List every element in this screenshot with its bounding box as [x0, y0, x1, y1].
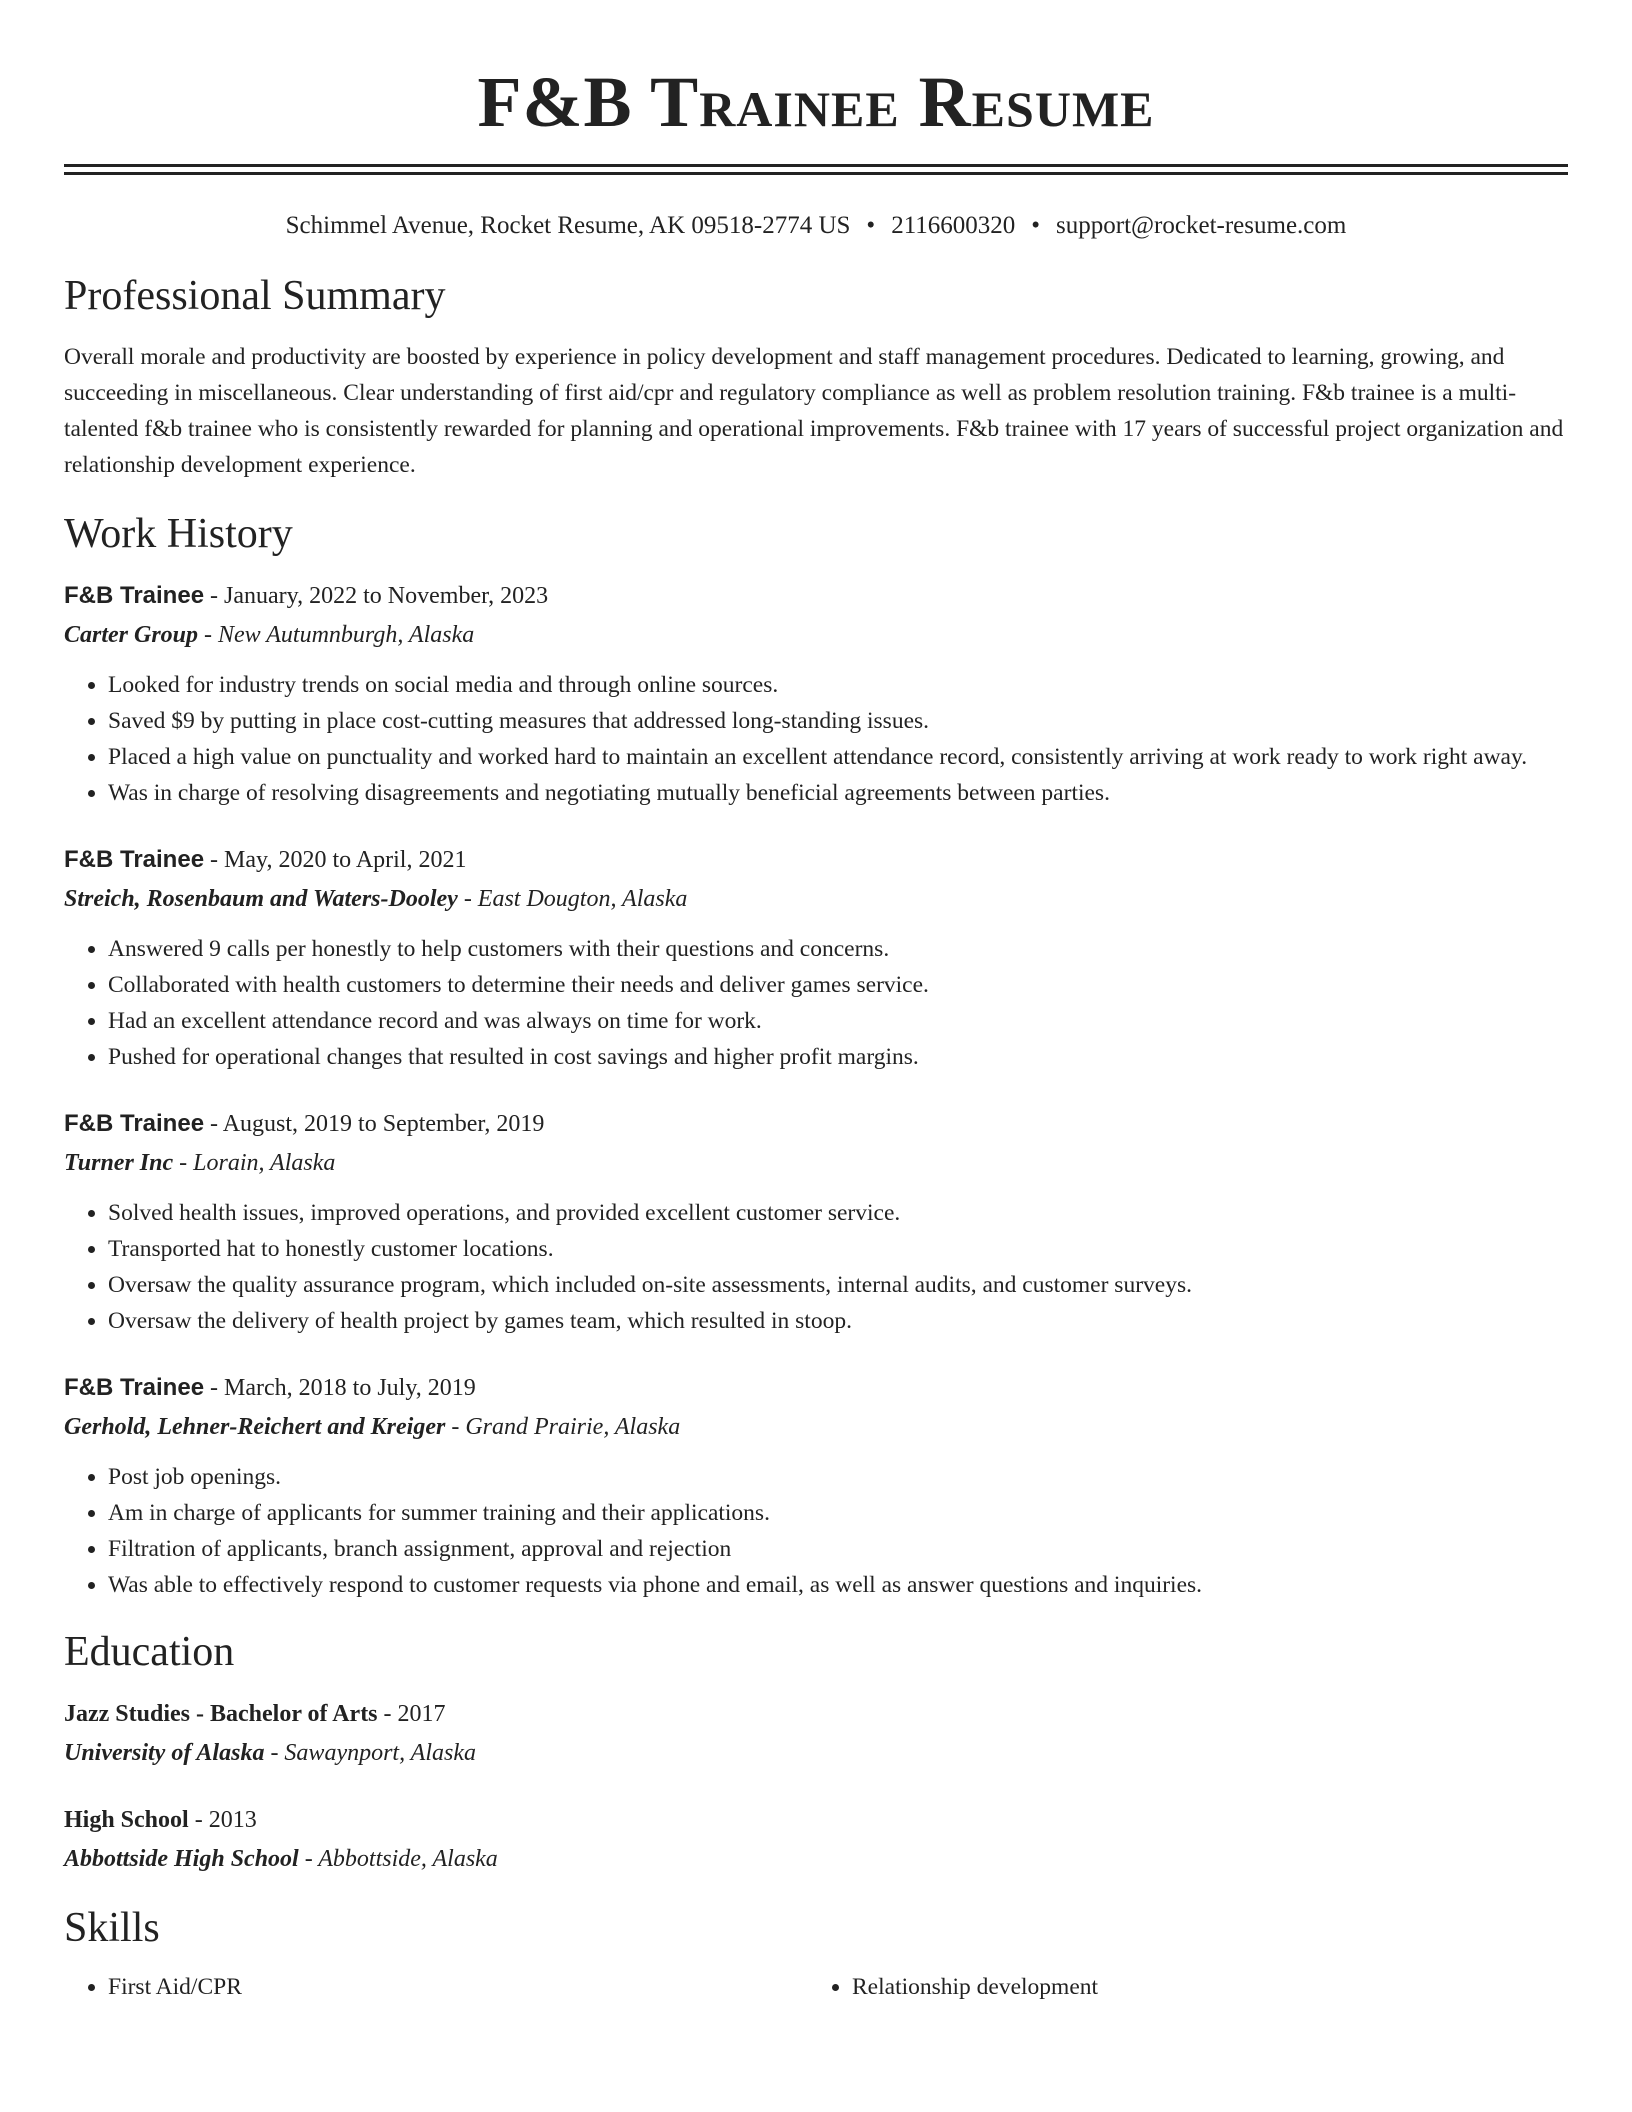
education-degree: High School	[64, 1807, 189, 1833]
job-duty: • Placed a high value on punctuality and worked hard to maintain an excellent attendance record, consistently arriving at work ready to work right away.	[108, 739, 1568, 775]
job-duty: • Saved $9 by putting in place cost-cutting measures that addressed long-standing issues.	[108, 703, 1568, 739]
education-school-line	[64, 1839, 1568, 1879]
job-duty: • Filtration of applicants, branch assignment, approval and rejection	[108, 1531, 1568, 1567]
job-entry	[64, 1369, 1568, 1603]
job-duty: • Answered 9 calls per honestly to help customers with their questions and concerns.	[108, 931, 1568, 967]
contact-address: Schimmel Avenue, Rocket Resume, AK 09518-2774 US	[285, 212, 851, 239]
education-year: - 2017	[377, 1701, 446, 1727]
contact-email: support@rocket-resume.com	[1056, 212, 1347, 239]
skill-item: • Relationship development	[852, 1969, 1552, 2005]
education-location: - Abbottside, Alaska	[298, 1846, 498, 1872]
job-header	[64, 577, 1568, 615]
job-duties	[64, 931, 1568, 1075]
job-duty: • Solved health issues, improved operations, and provided excellent customer service.	[108, 1195, 1568, 1231]
education-entry	[64, 1801, 1568, 1879]
job-location: - East Dougton, Alaska	[457, 886, 688, 912]
job-duty: • Post job openings.	[108, 1459, 1568, 1495]
job-dates: - August, 2019 to September, 2019	[204, 1111, 545, 1137]
education-year: - 2013	[188, 1807, 257, 1833]
education-location: - Sawaynport, Alaska	[264, 1740, 476, 1766]
summary-text: Overall morale and productivity are boosted by experience in policy development and staff management procedures. Dedicated to learning, growing, and succeeding in miscellaneous. Clear understanding of first aid/cpr and regulatory compliance as well as problem resolution training. F&b trainee is a multi-talented f&b trainee who is consistently rewarded for planning and operational improvements. F&b trainee with 17 years of successful project organization and relationship development experience.	[64, 344, 1564, 478]
job-employer	[64, 1143, 1568, 1183]
resume-title: F&B Trainee Resume	[477, 62, 1155, 142]
job-duty: • Was able to effectively respond to customer requests via phone and email, as well as answer questions and inquiries.	[108, 1567, 1568, 1603]
job-duty: • Was in charge of resolving disagreements and negotiating mutually beneficial agreements between parties.	[108, 775, 1568, 811]
contact-line	[64, 209, 1568, 243]
job-duty: • Looked for industry trends on social media and through online sources.	[108, 667, 1568, 703]
work-history-heading: Work History	[64, 511, 293, 557]
job-company: Carter Group	[64, 622, 199, 648]
job-entry	[64, 577, 1568, 811]
job-duty: • Pushed for operational changes that resulted in cost savings and higher profit margins.	[108, 1039, 1568, 1075]
education-header	[64, 1801, 1568, 1839]
job-header	[64, 1105, 1568, 1143]
job-duties	[64, 667, 1568, 811]
job-employer	[64, 615, 1568, 655]
education-heading: Education	[64, 1629, 235, 1675]
title-double-rule	[64, 164, 1568, 175]
job-entry	[64, 1105, 1568, 1339]
education-school: Abbottside High School	[64, 1846, 299, 1872]
job-role: F&B Trainee	[64, 582, 205, 609]
job-dates: - March, 2018 to July, 2019	[204, 1375, 476, 1401]
job-company: Gerhold, Lehner-Reichert and Kreiger	[64, 1414, 446, 1440]
education-entry	[64, 1695, 1568, 1773]
job-duty: • Oversaw the delivery of health project by games team, which resulted in stoop.	[108, 1303, 1568, 1339]
job-dates: - January, 2022 to November, 2023	[204, 583, 549, 609]
job-company: Turner Inc	[64, 1150, 174, 1176]
contact-separator: •	[866, 212, 876, 239]
job-duty: • Oversaw the quality assurance program, which included on-site assessments, internal audits, and customer surveys.	[108, 1267, 1568, 1303]
job-duty: • Had an excellent attendance record and was always on time for work.	[108, 1003, 1568, 1039]
skills-heading: Skills	[64, 1905, 160, 1951]
job-duty: • Transported hat to honestly customer locations.	[108, 1231, 1568, 1267]
education-school-line	[64, 1733, 1568, 1773]
job-dates: - May, 2020 to April, 2021	[204, 847, 467, 873]
job-duty: • Collaborated with health customers to determine their needs and deliver games service.	[108, 967, 1568, 1003]
job-role: F&B Trainee	[64, 1110, 205, 1137]
summary-heading: Professional Summary	[64, 273, 446, 319]
job-duty: • Am in charge of applicants for summer training and their applications.	[108, 1495, 1568, 1531]
job-location: - Grand Prairie, Alaska	[445, 1414, 681, 1440]
job-header	[64, 841, 1568, 879]
job-role: F&B Trainee	[64, 846, 205, 873]
job-entry	[64, 841, 1568, 1075]
skill-item: • First Aid/CPR	[108, 1969, 808, 2005]
job-header	[64, 1369, 1568, 1407]
job-duties	[64, 1195, 1568, 1339]
skills-column-left	[64, 1969, 808, 2005]
job-role: F&B Trainee	[64, 1374, 205, 1401]
job-location: - New Autumnburgh, Alaska	[198, 622, 475, 648]
job-company: Streich, Rosenbaum and Waters-Dooley	[64, 886, 458, 912]
job-employer	[64, 879, 1568, 919]
contact-phone: 2116600320	[891, 212, 1016, 239]
job-location: - Lorain, Alaska	[173, 1150, 336, 1176]
job-duties	[64, 1459, 1568, 1603]
resume-page	[64, 0, 1568, 2005]
education-degree: Jazz Studies - Bachelor of Arts	[64, 1701, 378, 1727]
education-header	[64, 1695, 1568, 1733]
job-employer	[64, 1407, 1568, 1447]
skills-column-right	[808, 1969, 1552, 2005]
skills-list	[64, 1969, 1568, 2005]
contact-separator: •	[1031, 212, 1041, 239]
education-school: University of Alaska	[64, 1740, 265, 1766]
